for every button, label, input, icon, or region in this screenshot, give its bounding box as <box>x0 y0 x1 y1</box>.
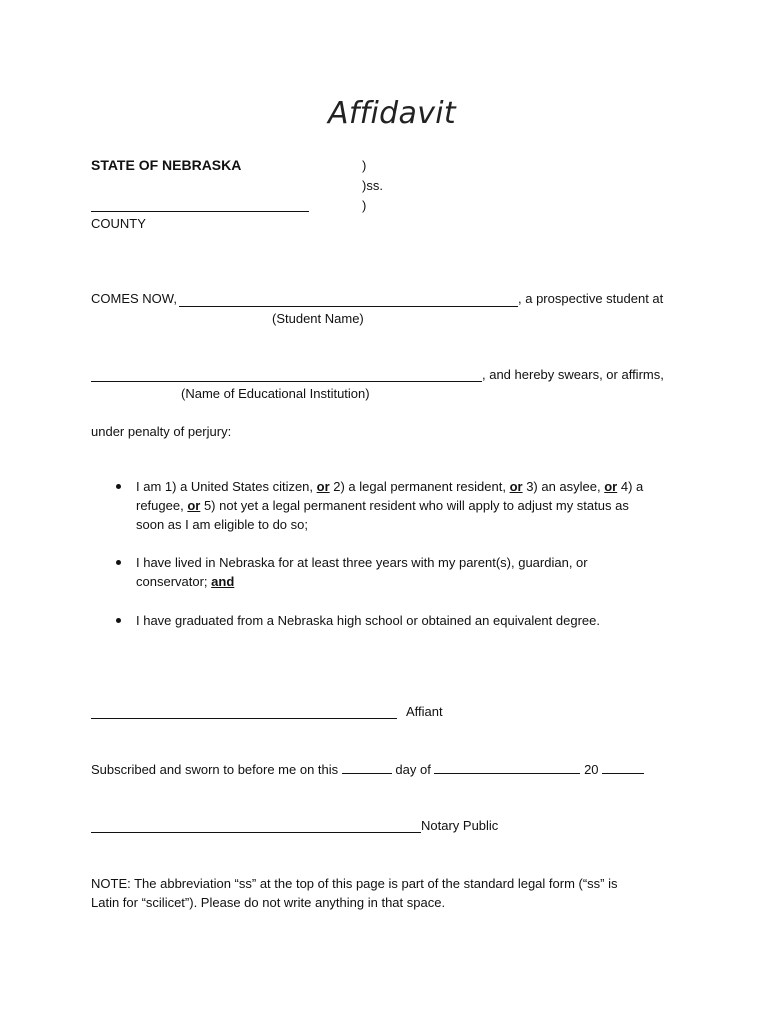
state-heading: STATE OF NEBRASKA <box>91 157 242 173</box>
year-blank-line[interactable] <box>602 761 644 774</box>
or-emphasis: or <box>187 498 201 513</box>
bullet-1-text: 2) a legal permanent resident, <box>329 479 510 494</box>
subscribed-line <box>91 761 644 777</box>
document-title: Affidavit <box>328 96 456 131</box>
year-prefix: 20 <box>584 762 599 777</box>
or-emphasis: or <box>604 479 618 494</box>
bullet-1-text: 5) not yet a legal permanent resident who will apply to adjust my status as <box>200 498 629 513</box>
bullet-icon <box>116 618 121 623</box>
bullet-2-text: conservator; <box>136 574 212 589</box>
bullet-2-text: I have lived in Nebraska for at least three years with my parent(s), guardian, or <box>136 555 588 570</box>
county-blank-line[interactable] <box>91 211 309 212</box>
perjury-text: under penalty of perjury: <box>91 424 232 439</box>
bullet-1-text: 4) a <box>617 479 644 494</box>
subscribed-prefix: Subscribed and sworn to before me on this <box>91 762 339 777</box>
note-paragraph <box>91 874 691 912</box>
county-label: COUNTY <box>91 216 146 231</box>
or-emphasis: or <box>509 479 523 494</box>
bullet-item-1 <box>136 477 696 534</box>
notary-signature-line[interactable] <box>91 832 421 833</box>
notary-label: Notary Public <box>421 818 499 833</box>
note-line-1: NOTE: The abbreviation “ss” at the top of this page is part of the standard legal form (“ss” is <box>91 876 618 891</box>
bullet-1-text: refugee, <box>136 498 188 513</box>
student-name-blank-line[interactable] <box>179 306 518 307</box>
venue-paren-1: ) <box>362 158 367 173</box>
day-of-label: day of <box>395 762 431 777</box>
student-name-caption: (Student Name) <box>272 311 364 326</box>
comes-now-suffix: , a prospective student at <box>518 291 664 306</box>
day-blank-line[interactable] <box>342 761 392 774</box>
bullet-1-text: soon as I am eligible to do so; <box>136 517 308 532</box>
institution-suffix: , and hereby swears, or affirms, <box>482 367 664 382</box>
venue-paren-3: ) <box>362 198 367 213</box>
bullet-item-3 <box>136 611 696 630</box>
bullet-1-text: I am 1) a United States citizen, <box>136 479 317 494</box>
bullet-3-text: I have graduated from a Nebraska high school or obtained an equivalent degree. <box>136 613 600 628</box>
bullet-icon <box>116 560 121 565</box>
note-line-2: Latin for “scilicet”). Please do not write anything in that space. <box>91 895 446 910</box>
institution-caption: (Name of Educational Institution) <box>181 386 370 401</box>
comes-now-prefix: COMES NOW, <box>91 291 177 306</box>
bullet-item-2 <box>136 553 696 591</box>
month-blank-line[interactable] <box>434 761 580 774</box>
bullet-icon <box>116 484 121 489</box>
and-emphasis: and <box>211 574 235 589</box>
affiant-signature-line[interactable] <box>91 718 397 719</box>
institution-blank-line[interactable] <box>91 381 482 382</box>
bullet-1-text: 3) an asylee, <box>522 479 605 494</box>
or-emphasis: or <box>316 479 330 494</box>
venue-ss: )ss. <box>362 178 383 193</box>
affiant-label: Affiant <box>406 704 443 719</box>
